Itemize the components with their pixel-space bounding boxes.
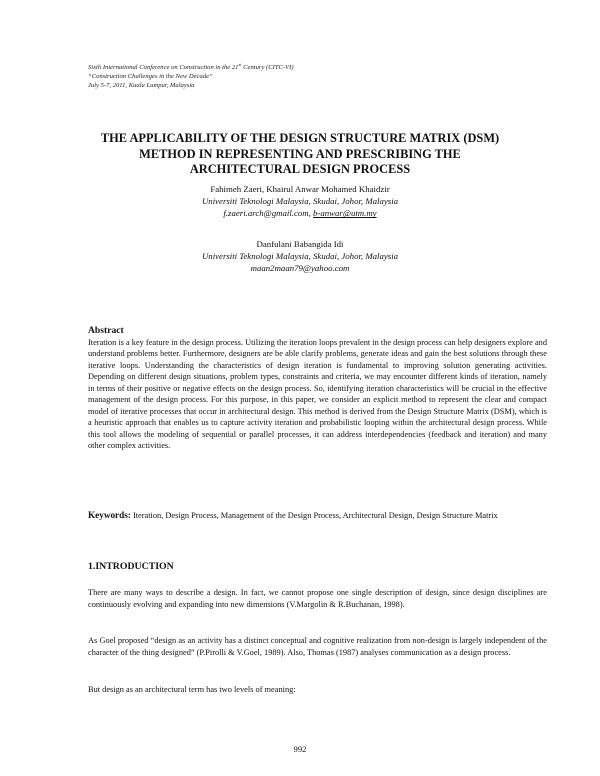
- author-names-1: Fahimeh Zaeri, Khairul Anwar Mohamed Khaidzir: [210, 184, 390, 194]
- title-line-2: METHOD IN REPRESENTING AND PRESCRIBING THE: [139, 146, 461, 161]
- email-2: maan2maan79@yahoo.com: [250, 263, 350, 274]
- email-link[interactable]: b-anwar@utm.my: [313, 208, 377, 219]
- paragraph: But design as an architectural term has two levels of meaning:: [88, 685, 296, 694]
- page-number: 992: [293, 744, 307, 754]
- paragraph: As Goel proposed “design as an activity has a distinct conceptual and cognitive realization from non-design is largely independent of the character of the thing designed” (P.Pirolli & V.Goel, 1989). Also, Thomas (1987) analyses communication as a design process.: [88, 636, 547, 657]
- header-line-1: Sixth International Conference on Construction in the 21st Century (CITC-VI): [88, 62, 294, 72]
- emails-1: f.zaeri.arch@gmail.com, b-anwar@utm.my: [223, 208, 377, 219]
- title-line-3: ARCHITECTURAL DESIGN PROCESS: [189, 162, 411, 176]
- keywords: [88, 510, 547, 522]
- header-line-3: July 5-7, 2011, Kuala Lumpur, Malaysia: [88, 82, 195, 90]
- header-line-2: “Construction Challenges in the New Decade”: [88, 73, 213, 81]
- affiliation-2: Universiti Teknologi Malaysia, Skudai, Johor, Malaysia: [201, 250, 399, 261]
- conference-header: [88, 60, 294, 90]
- keywords-text: Iteration, Design Process, Management of the Design Process, Architectural Design, Design Structure Matrix: [130, 511, 498, 520]
- author-names-2: Danfulani Babangida Idi: [256, 238, 344, 249]
- affiliation-1: Universiti Teknologi Malaysia, Skudai, Johor, Malaysia: [201, 196, 399, 207]
- abstract-heading: Abstract: [88, 325, 124, 336]
- abstract-text: Iteration is a key feature in the design process. Utilizing the iteration loops prevalent in the design process can help designers explore and understand problems better. Furthermore, designers are be able clarify problems, generate ideas and gain the best solutions through these iterative loops. Understanding the characteristics of design iteration is fundamental to improving solution generating activities. Depending on different design situations, problem types, constraints and criteria, we may encounter different kinds of iteration, namely in terms of their positive or negative effects on the design process. So, identifying iteration characteristics will be crucial in the effective management of the design process. For this purpose, in this paper, we consider an explicit method to represent the clear and compact model of iterative processes that occur in architectural design. This method is derived from the Design Structure Matrix (DSM), which is a heuristic approach that enables us to capture activity iteration and probabilistic looping within the architectural design process. While this tool allows the modeling of sequential or parallel processes, it can address interdependencies (feedback and iteration) and many other complex activities.: [88, 338, 547, 451]
- author-block: [60, 183, 540, 274]
- paper-title: [60, 131, 540, 178]
- keywords-label: Keywords:: [88, 510, 131, 520]
- title-line-1: THE APPLICABILITY OF THE DESIGN STRUCTURE MATRIX (DSM): [100, 131, 500, 145]
- paragraph: There are many ways to describe a design. In fact, we cannot propose one single description of design, since design disciplines are continuously evolving and expanding into new dimensions (V.Margolin & R.Buchanan, 1998).: [88, 588, 547, 609]
- section-heading: 1.INTRODUCTION: [88, 561, 174, 572]
